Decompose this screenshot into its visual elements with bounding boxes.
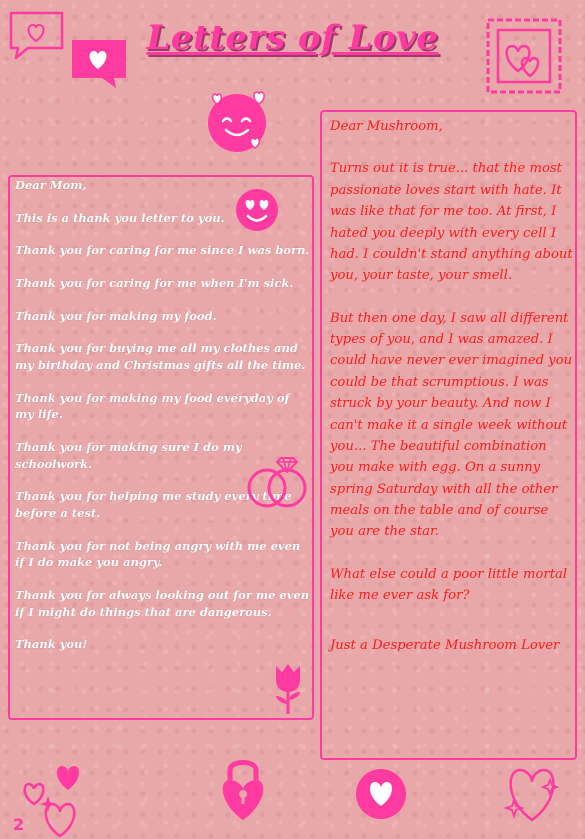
letter-greeting: Dear Mom, xyxy=(15,178,87,192)
rose-icon xyxy=(270,660,306,716)
heart-sparkles-outline-icon xyxy=(500,764,566,822)
speech-bubble-heart-outline-icon xyxy=(8,10,66,60)
page-title: Letters of Love xyxy=(146,18,439,58)
sparkle-hearts-icon xyxy=(18,760,90,838)
letter-to-mom xyxy=(15,177,311,669)
letter-signature: Just a Desperate Mushroom Lover xyxy=(330,637,560,653)
letter-paragraph: This is a thank you letter to you. xyxy=(15,210,225,225)
letter-paragraph: Thank you for making my food everyday of my life. xyxy=(15,390,290,422)
wedding-rings-icon xyxy=(243,450,315,508)
letter-paragraph: Thank you for making my food. xyxy=(15,308,217,323)
letter-paragraph: Thank you for buying me all my clothes and my birthday and Christmas gifts all the time. xyxy=(15,341,306,373)
speech-bubble-heart-filled-icon xyxy=(70,38,128,90)
letter-paragraph: What else could a poor little mortal like me ever ask for? xyxy=(330,566,568,604)
heart-eyes-face-icon xyxy=(235,188,279,232)
letter-paragraph: Turns out it is true... that the most passionate loves start with hate. It was like that for me too. At first, I hated you deeply with every cell I had. I couldn't stand anything about you, your taste, your smell. xyxy=(330,161,573,284)
letter-paragraph: Thank you for caring for me since I was born. xyxy=(15,243,310,258)
heart-padlock-icon xyxy=(216,752,270,822)
letter-to-mushroom xyxy=(330,116,574,677)
letter-greeting: Dear Mushroom, xyxy=(330,119,443,134)
letter-paragraph: Thank you for caring for me when I'm sick. xyxy=(15,276,294,291)
letter-paragraph: Thank you for making sure I do my schoolwork. xyxy=(15,440,242,471)
letter-paragraph: Thank you for helping me study every time before a test. xyxy=(15,489,292,521)
letter-paragraph: But then one day, I saw all different types of you, and I was amazed. I could have never ever imagined you could be that scrumptious. I was struck by your beauty. And now I can't make it a single week without you... The beautiful combination you make with egg. On a sunny spring Saturday with all the other meals on the table and of course you are the star. xyxy=(330,310,573,540)
letter-paragraph: Thank you for always looking out for me even if I might do things that are dangerous. xyxy=(15,588,310,619)
letter-paragraph: Thank you for not being angry with me even if I do make you angry. xyxy=(15,538,301,570)
smiling-face-hearts-icon xyxy=(205,90,271,154)
heart-circle-icon xyxy=(355,768,407,820)
page-number: 2 xyxy=(13,815,25,834)
letter-paragraph: Thank you! xyxy=(15,637,88,652)
stamp-hearts-icon xyxy=(484,16,564,96)
